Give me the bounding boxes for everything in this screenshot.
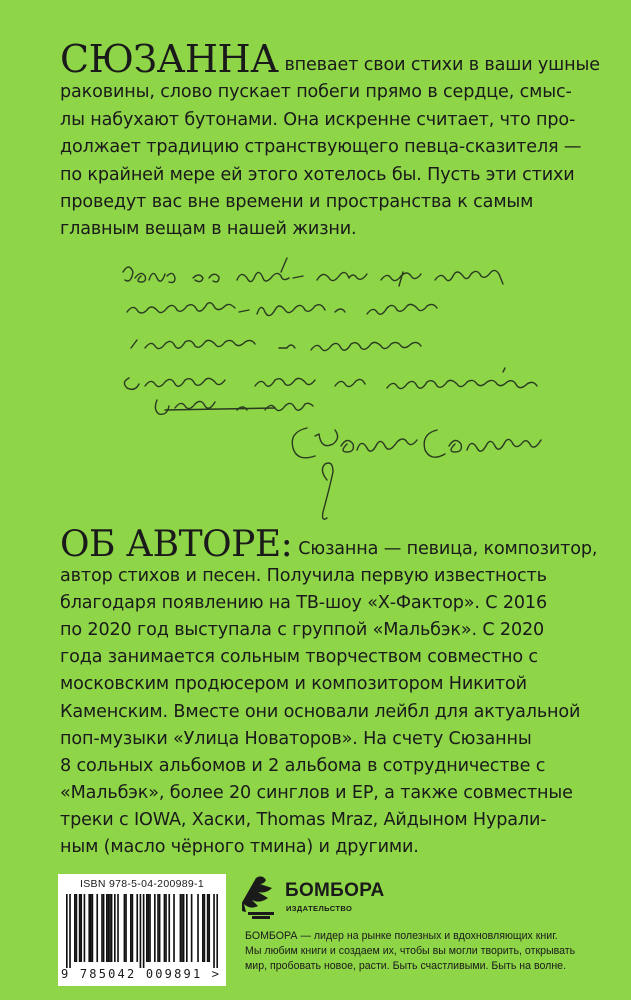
barcode-bar [216,894,218,968]
barcode-bar [124,894,126,962]
barcode-bar [80,894,82,962]
barcode-bar [204,894,206,962]
intro-first-line [60,37,600,81]
about-heading: ОБ АВТОРЕ: [60,524,293,565]
barcode-bar [111,894,113,962]
barcode-bar [103,894,105,962]
about-line: автор стихов и песен. Получила первую известность [60,566,547,587]
barcode-bar [84,894,86,962]
intro-line: по крайней мере ей этого хотелось бы. Пусть эти стихи [60,164,575,185]
barcode-bar [143,894,145,968]
about-line: поп-музыки «Улица Новаторов». На счету Сюзанны [60,728,532,749]
publisher-name: БОМБОРА [285,880,385,901]
publisher-tagline [245,929,585,975]
about-line: года занимается сольным творчеством совместно с [60,647,538,668]
barcode-bar [108,894,110,962]
barcode-bar [90,894,92,962]
intro-paragraph [60,37,600,244]
barcode-bar [197,894,199,962]
barcode-bar [117,894,119,962]
barcode-bar [159,894,161,962]
about-line: по 2020 год выступала с группой «Мальбэк». С 2020 [60,620,545,641]
barcode-bar [207,894,209,962]
barcode-bar [213,894,215,968]
barcode-bar [146,894,148,962]
barcode-bar [109,894,111,962]
barcode-bar [180,894,182,962]
barcode-bar [165,894,167,962]
about-line: треки с IOWA, Хаски, Thomas Mraz, Айдыном Нурали- [60,809,547,830]
barcode-bar [183,894,185,962]
about-line: Сюзанна — певица, композитор, [298,539,598,559]
tagline-line: мир, пробовать новое, расти. Быть счастливыми. Быть на волне. [245,960,567,973]
about-line: Каменским. Вместе они основали лейбл для актуальной [60,701,581,722]
barcode-bar [125,894,127,962]
handwritten-inscription [105,250,605,520]
barcode-bar [96,894,98,962]
about-first-line [60,524,598,565]
barcode-bar [208,894,210,962]
about-author-paragraph [60,524,598,861]
intro-line: проведут вас вне времени и пространства к самым [60,192,534,213]
barcode-bar [114,894,116,962]
publisher-subtitle: ИЗДАТЕЛЬСТВО [286,904,353,913]
barcode-bar [202,894,204,962]
isbn-number: ISBN 978-5-04-200989-1 [80,878,204,890]
barcode-bar [69,894,71,968]
barcode-bars [66,894,218,968]
barcode-bar [106,894,108,962]
intro-line: главным вещам в нашей жизни. [60,219,357,240]
intro-line: должает традицию странствующего певца-сказителя — [60,137,582,158]
intro-line: лы набухают бутонами. Она искренне считает, что про- [60,109,576,130]
barcode-bar [74,894,76,962]
barcode-bar [157,894,159,962]
barcode-bar [173,894,175,962]
barcode-bar [136,894,138,962]
isbn-barcode [58,874,226,986]
about-line: 8 сольных альбомов и 2 альбома в сотрудничестве с [60,755,546,776]
tagline-line: БОМБОРА — лидер на рынке полезных и вдохновляющих книг. [245,930,558,942]
about-line: московским продюсером и композитором Никитой [60,674,527,695]
barcode-bar [149,894,151,962]
barcode-bar [191,894,193,962]
barcode-bar [140,894,142,968]
intro-line: впевает свои стихи в ваши ушные [284,55,600,75]
barcode-bar [92,894,94,962]
barcode-bar [76,894,78,962]
barcode-bar [79,894,81,962]
barcode-bar [181,894,183,962]
barcode-bar [101,894,103,962]
about-line: «Мальбэк», более 20 синглов и EP, а также совместные [60,782,573,803]
barcode-bar [66,894,68,968]
intro-line: раковины, слово пускает побеги прямо в сердце, смыс- [60,82,572,103]
tagline-line: Мы любим книги и создаем их, чтобы вы могли творить, открывать [245,945,576,958]
barcode-bar [148,894,150,962]
barcode-digits: 9 785042 009891 > [61,967,222,981]
barcode-bar [186,894,188,962]
barcode-bar [88,894,90,962]
barcode-bar [168,894,170,962]
barcode-bar [164,894,166,962]
barcode-bar [130,894,132,962]
about-line: благодаря появлению на ТВ-шоу «Х-Фактор». С 2016 [60,593,548,614]
intro-heading: СЮЗАННА [60,37,279,81]
barcode-bar [154,894,156,962]
barcode-bar [132,894,134,962]
about-line: ным (масло чёрного тмина) и другими. [60,837,419,858]
